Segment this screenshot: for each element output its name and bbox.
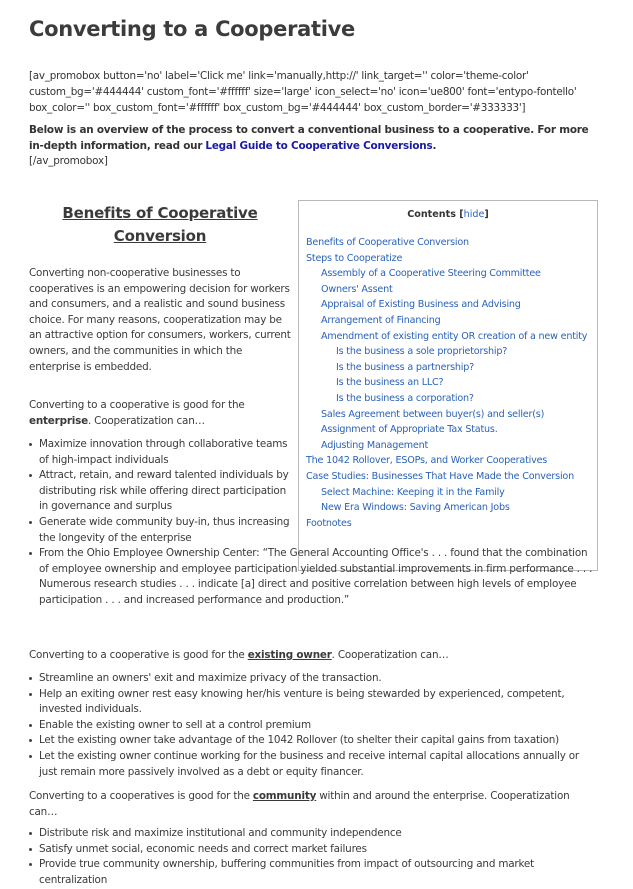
para2-bold: enterprise <box>29 414 88 427</box>
owner-bullet-list <box>29 671 599 780</box>
list-item: Satisfy unmet social, economic needs and correct market failures <box>29 842 599 858</box>
toc-item[interactable]: New Era Windows: Saving American Jobs <box>321 502 510 514</box>
toc-item[interactable]: Assignment of Appropriate Tax Status. <box>321 424 498 436</box>
para3-pre: Converting to a cooperative is good for the <box>29 649 248 661</box>
para3-post: . Cooperatization can… <box>331 649 449 661</box>
para4-bold: community <box>252 790 317 802</box>
toc-item[interactable]: Arrangement of Financing <box>321 314 441 326</box>
community-bullet-list <box>29 826 599 888</box>
toc-list <box>306 235 591 531</box>
toc-item[interactable]: Is the business a sole proprietorship? <box>336 346 508 358</box>
toc-item[interactable]: Is the business an LLC? <box>336 377 444 389</box>
list-item: Let the existing owner continue working for the business and receive internal capital allocations annually or just remain more passively involved as a debt or equity financer. <box>29 749 599 780</box>
toc-item[interactable]: The 1042 Rollover, ESOPs, and Worker Cooperatives <box>306 455 548 467</box>
paragraph-enterprise <box>29 398 294 429</box>
toc-title-text: Contents <box>407 209 456 220</box>
para2-pre: Converting to a cooperative is good for the <box>29 399 245 411</box>
toc-item[interactable]: Assembly of a Cooperative Steering Committee <box>321 268 541 280</box>
intro-text: Below is an overview of the process to convert a conventional business to a cooperative. For more in-depth information, read our <box>29 124 589 152</box>
benefits-heading: Benefits of Cooperative Conversion <box>62 204 258 245</box>
shortcode-open: [av_promobox button='no' label='Click me' link='manually,http://' link_target='' color='theme-color' custom_bg='#444444' custom_font='#ffffff' size='large' icon_select='no' icon='ue800' font='entypo-fontello' box_color='' box_custom_font='#ffffff' box_custom_bg='#444444' box_custom_border='#333333'] <box>29 70 577 114</box>
toc-hide-link[interactable]: hide <box>463 209 485 220</box>
toc-item[interactable]: Is the business a partnership? <box>336 361 474 373</box>
para3-bold: existing owner <box>247 649 332 661</box>
para2-post: . Cooperatization can… <box>87 414 205 427</box>
list-item: Provide true community ownership, buffering communities from impact of outsourcing and market centralization <box>29 857 599 888</box>
list-item: Let the existing owner take advantage of the 1042 Rollover (to shelter their capital gains from taxation) <box>29 733 599 749</box>
para4-pre: Converting to a cooperatives is good for the <box>29 790 253 802</box>
toc-item[interactable]: Footnotes <box>306 517 352 529</box>
toc-title: Contents [hide] <box>407 209 489 220</box>
list-item: Distribute risk and maximize institutional and community independence <box>29 826 599 842</box>
intro-block <box>29 123 599 170</box>
legal-guide-link[interactable]: Legal Guide to Cooperative Conversions <box>205 139 433 152</box>
toc-item[interactable]: Owners' Assent <box>321 283 393 295</box>
list-item: Attract, retain, and reward talented individuals by distributing risk while offering direct participation in governance and surplus <box>29 468 294 515</box>
toc-item[interactable]: Sales Agreement between buyer(s) and seller(s) <box>321 408 545 420</box>
para4-post: within and around the enterprise. Cooperatization can… <box>29 790 570 818</box>
toc-item[interactable]: Case Studies: Businesses That Have Made the Conversion <box>306 470 574 482</box>
toc-item[interactable]: Is the business a corporation? <box>336 392 474 404</box>
list-item: Help an exiting owner rest easy knowing her/his venture is being stewarded by experienced, competent, invested individuals. <box>29 687 599 718</box>
shortcode-close: [/av_promobox] <box>29 155 108 167</box>
table-of-contents <box>298 200 598 571</box>
intro-end: . <box>432 139 437 152</box>
list-item: Maximize innovation through collaborative teams of high-impact individuals <box>29 437 294 468</box>
paragraph-community <box>29 789 599 820</box>
list-item: From the Ohio Employee Ownership Center: “The General Accounting Office's . . . found that the combination of employee ownership and employee participation yielded substantial improvements in firm performance . . . Numerous research studies . . . indicate [a] direct and positive correlation between high levels of employee participation . . . and increased performance and production.” <box>29 546 597 608</box>
list-item: Enable the existing owner to sell at a control premium <box>29 718 599 734</box>
toc-item[interactable]: Benefits of Cooperative Conversion <box>306 237 469 248</box>
paragraph-owner <box>29 648 599 664</box>
toc-item[interactable]: Select Machine: Keeping it in the Family <box>321 486 505 498</box>
list-item: Streamline an owners' exit and maximize privacy of the transaction. <box>29 671 599 687</box>
paragraph-intro: Converting non-cooperative businesses to cooperatives is an empowering decision for workers and consumers, and a realistic and sound business choice. For many reasons, cooperatization may be an attractive option for consumers, workers, current owners, and the communities in which the enterprise is embedded. <box>29 267 291 373</box>
toc-item[interactable]: Amendment of existing entity OR creation of a new entity <box>321 330 588 342</box>
toc-item[interactable]: Appraisal of Existing Business and Advising <box>321 299 521 311</box>
list-item: Generate wide community buy-in, thus increasing the longevity of the enterprise <box>29 515 294 546</box>
page-title: Converting to a Cooperative <box>29 17 356 41</box>
toc-item[interactable]: Adjusting Management <box>321 439 429 451</box>
toc-item[interactable]: Steps to Cooperatize <box>306 252 403 264</box>
